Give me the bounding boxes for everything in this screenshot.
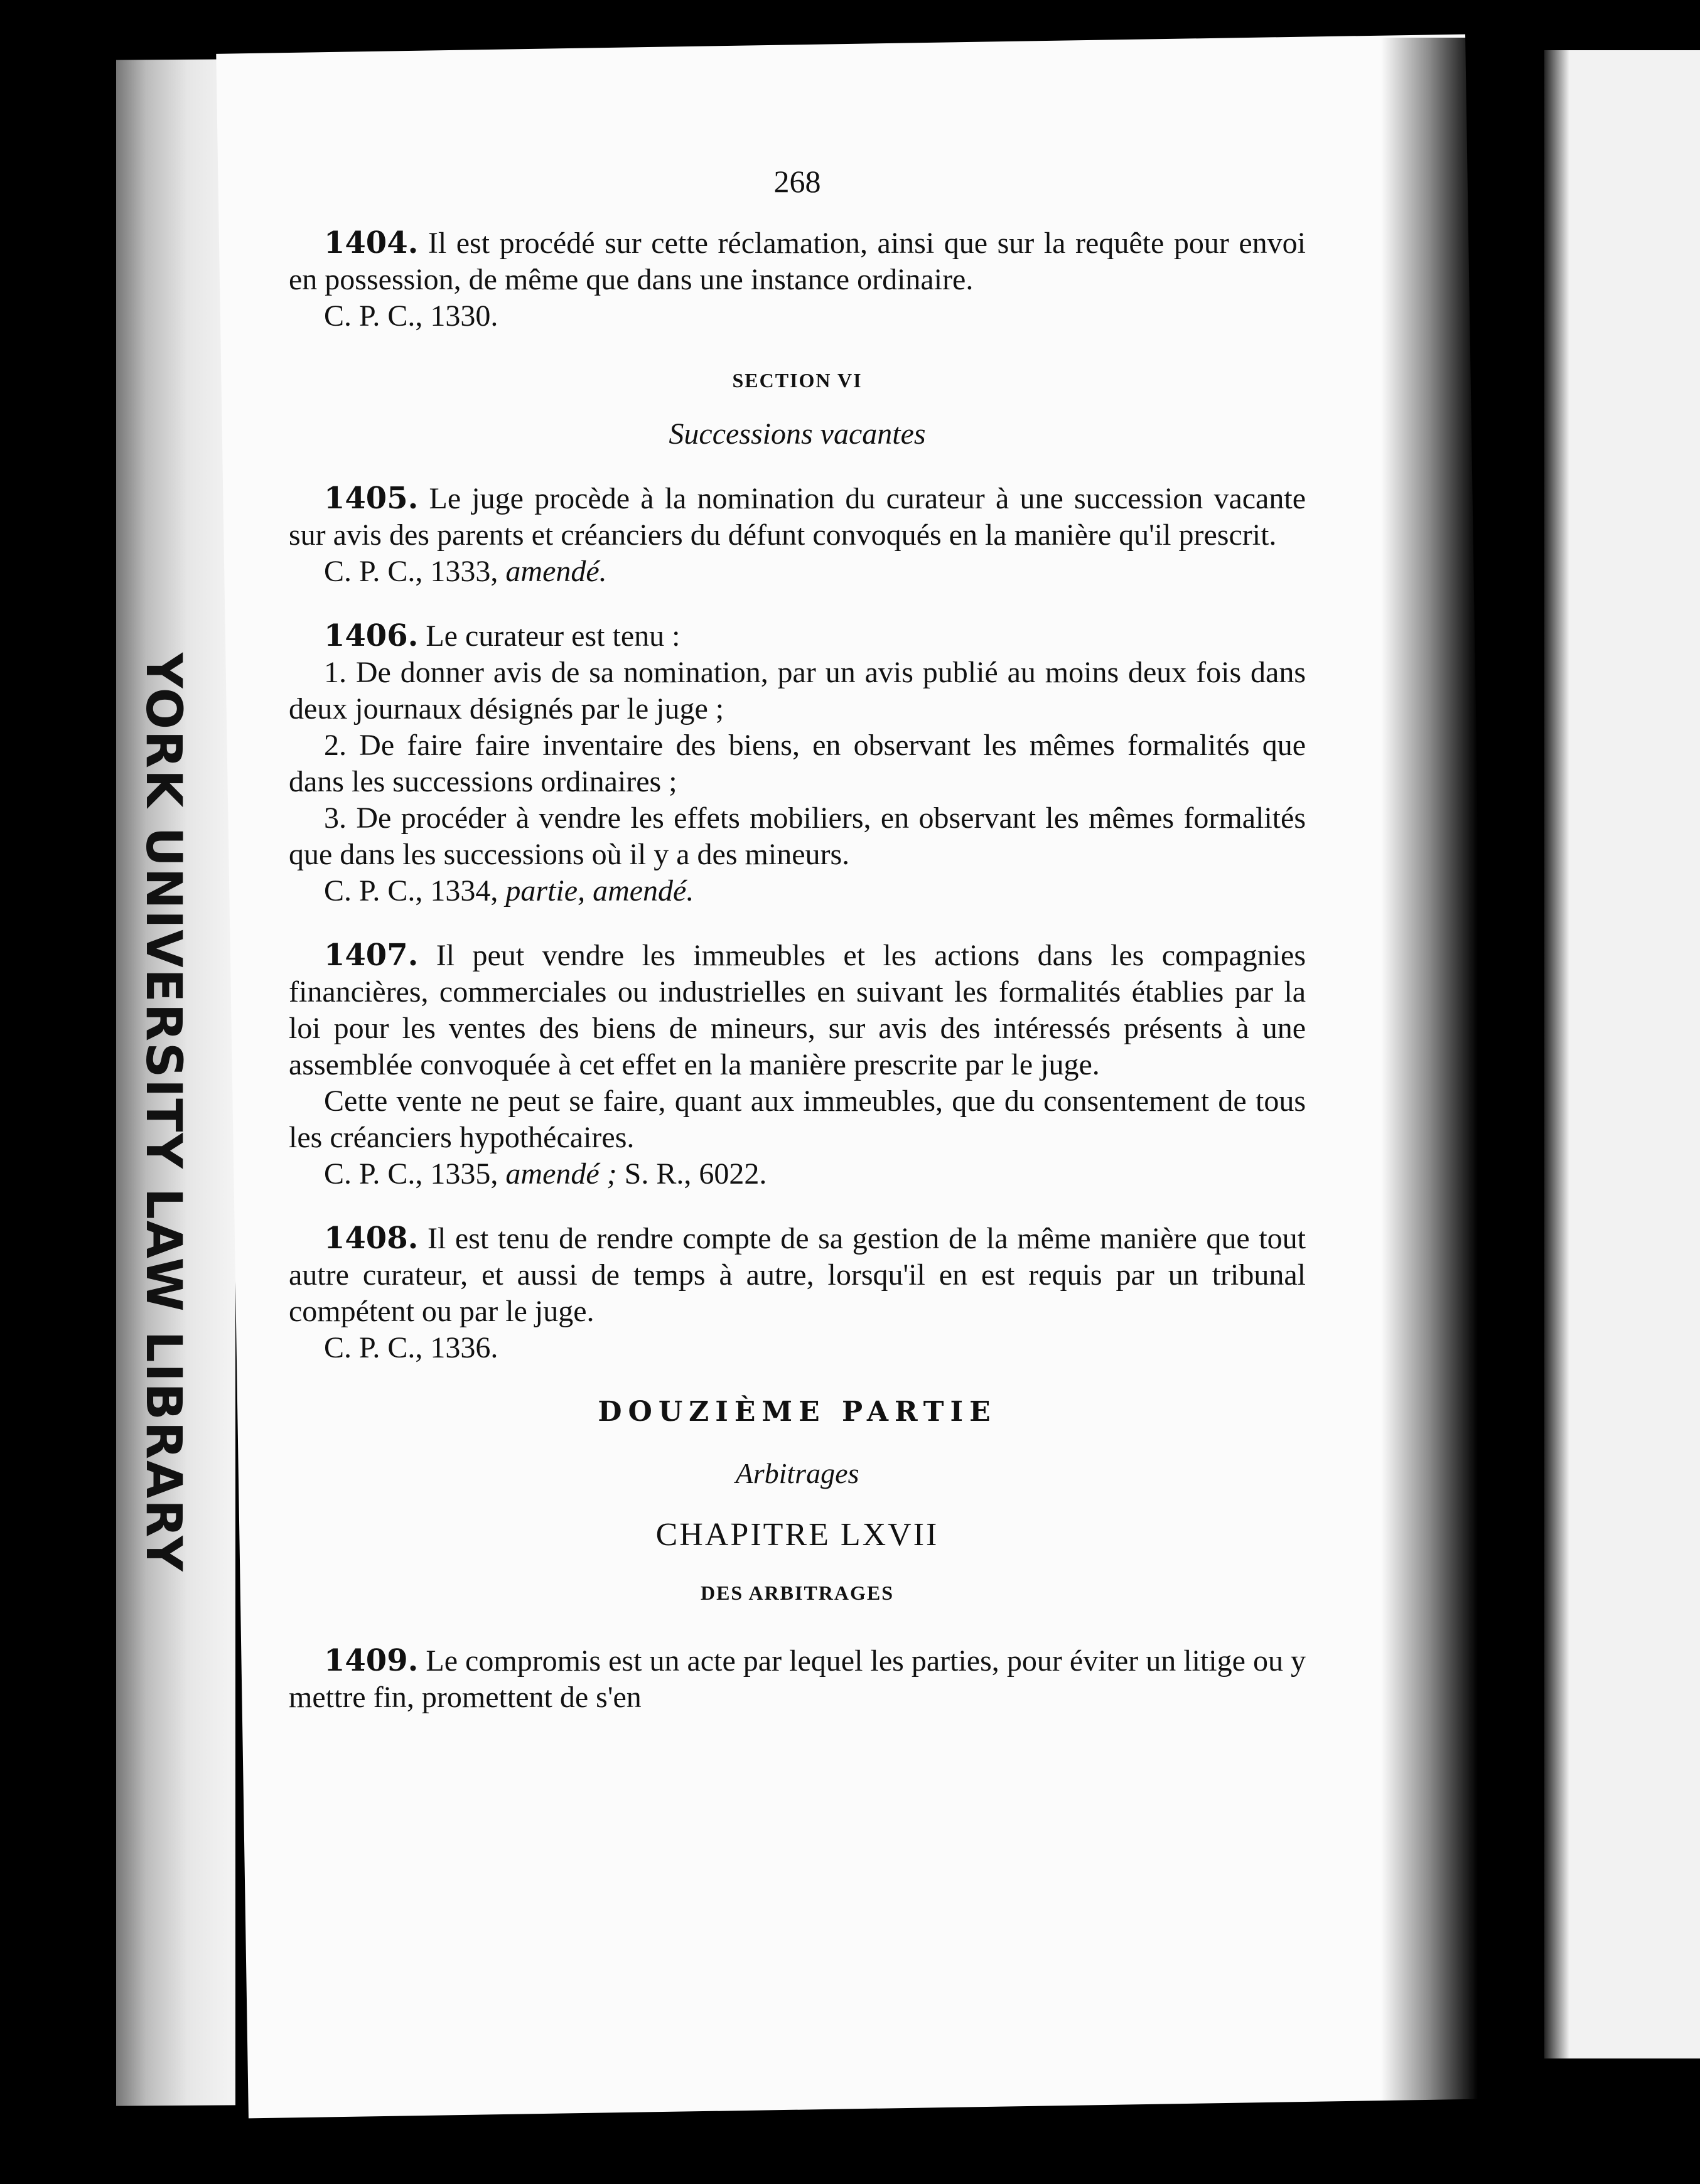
article-number: 1409. xyxy=(324,1643,419,1678)
citation-main: C. P. C., 1334, xyxy=(324,874,498,907)
list-item: 2. De faire faire inventaire des biens, en observant les mêmes formalités que dans les successions ordinaires ; xyxy=(289,729,1306,798)
article-number: 1404. xyxy=(324,225,419,260)
article-1404 xyxy=(289,225,1306,298)
chapter-title: CHAPITRE LXVII xyxy=(655,1517,939,1553)
article-intro: Le curateur est tenu : xyxy=(426,619,681,653)
page-number: 268 xyxy=(773,164,821,199)
article-number: 1407. xyxy=(324,938,419,973)
citation xyxy=(289,873,1306,909)
article-text: Le juge procède à la nomination du curateur à une succession vacante sur avis des parents et créanciers du défunt convoqués en la manière qu'il prescrit. xyxy=(289,482,1306,552)
article-1408 xyxy=(289,1220,1306,1330)
article-text-continued: Cette vente ne peut se faire, quant aux immeubles, que du consentement de tous les créanciers hypothécaires. xyxy=(289,1084,1306,1154)
citation xyxy=(289,1156,1306,1192)
citation-main: C. P. C., 1333, xyxy=(324,555,498,588)
part-subtitle: Arbitrages xyxy=(735,1457,859,1489)
article-number: 1405. xyxy=(324,481,419,516)
article-1406 xyxy=(289,618,1306,655)
part-title: DOUZIÈME PARTIE xyxy=(598,1396,997,1428)
list-item: 3. De procéder à vendre les effets mobiliers, en observant les mêmes formalités que dans les successions où il y a des mineurs. xyxy=(289,801,1306,871)
citation-main: C. P. C., 1335, xyxy=(324,1157,498,1191)
citation-tail: S. R., 6022. xyxy=(624,1157,767,1191)
article-number: 1406. xyxy=(324,618,419,653)
citation-note: amendé. xyxy=(505,555,607,588)
article-1405 xyxy=(289,480,1306,554)
citation xyxy=(289,554,1306,590)
gutter-shadow xyxy=(1381,38,1519,2109)
library-stamp xyxy=(119,653,220,1573)
section-label: SECTION VI xyxy=(732,369,863,392)
citation: C. P. C., 1330. xyxy=(324,299,498,333)
article-text: Il peut vendre les immeubles et les actions dans les compagnies financières, commerciales ou industrielles en suivant les formalités établies par la loi pour les ventes des biens de mineurs, sur avis des intéressés présents à une assemblée convoquée à cet effet en la manière prescrite par le juge. xyxy=(289,939,1306,1081)
section-title: Successions vacantes xyxy=(669,417,926,451)
article-1409 xyxy=(289,1642,1306,1716)
article-text: Le compromis est un acte par lequel les parties, pour éviter un litige ou y mettre fin, promettent de s'en xyxy=(289,1644,1306,1714)
page-text xyxy=(289,163,1306,1716)
list-item: 1. De donner avis de sa nomination, par un avis publié au moins deux fois dans deux journaux désignés par le juge ; xyxy=(289,656,1306,725)
facing-page xyxy=(1544,50,1700,2058)
article-number: 1408. xyxy=(324,1221,419,1256)
article-1407 xyxy=(289,937,1306,1083)
chapter-subtitle: DES ARBITRAGES xyxy=(700,1582,895,1604)
citation: C. P. C., 1336. xyxy=(324,1331,498,1364)
library-stamp-text: YORK UNIVERSITY LAW LIBRARY xyxy=(135,653,191,1573)
citation-note: partie, amendé. xyxy=(505,874,694,907)
article-text: Il est tenu de rendre compte de sa gestion de la même manière que tout autre curateur, et aussi de temps à autre, lorsqu'il en est requis par un tribunal compétent ou par le juge. xyxy=(289,1222,1306,1328)
article-text: Il est procédé sur cette réclamation, ainsi que sur la requête pour envoi en possession, de même que dans une instance ordinaire. xyxy=(289,227,1306,296)
citation-note: amendé ; xyxy=(505,1157,617,1191)
